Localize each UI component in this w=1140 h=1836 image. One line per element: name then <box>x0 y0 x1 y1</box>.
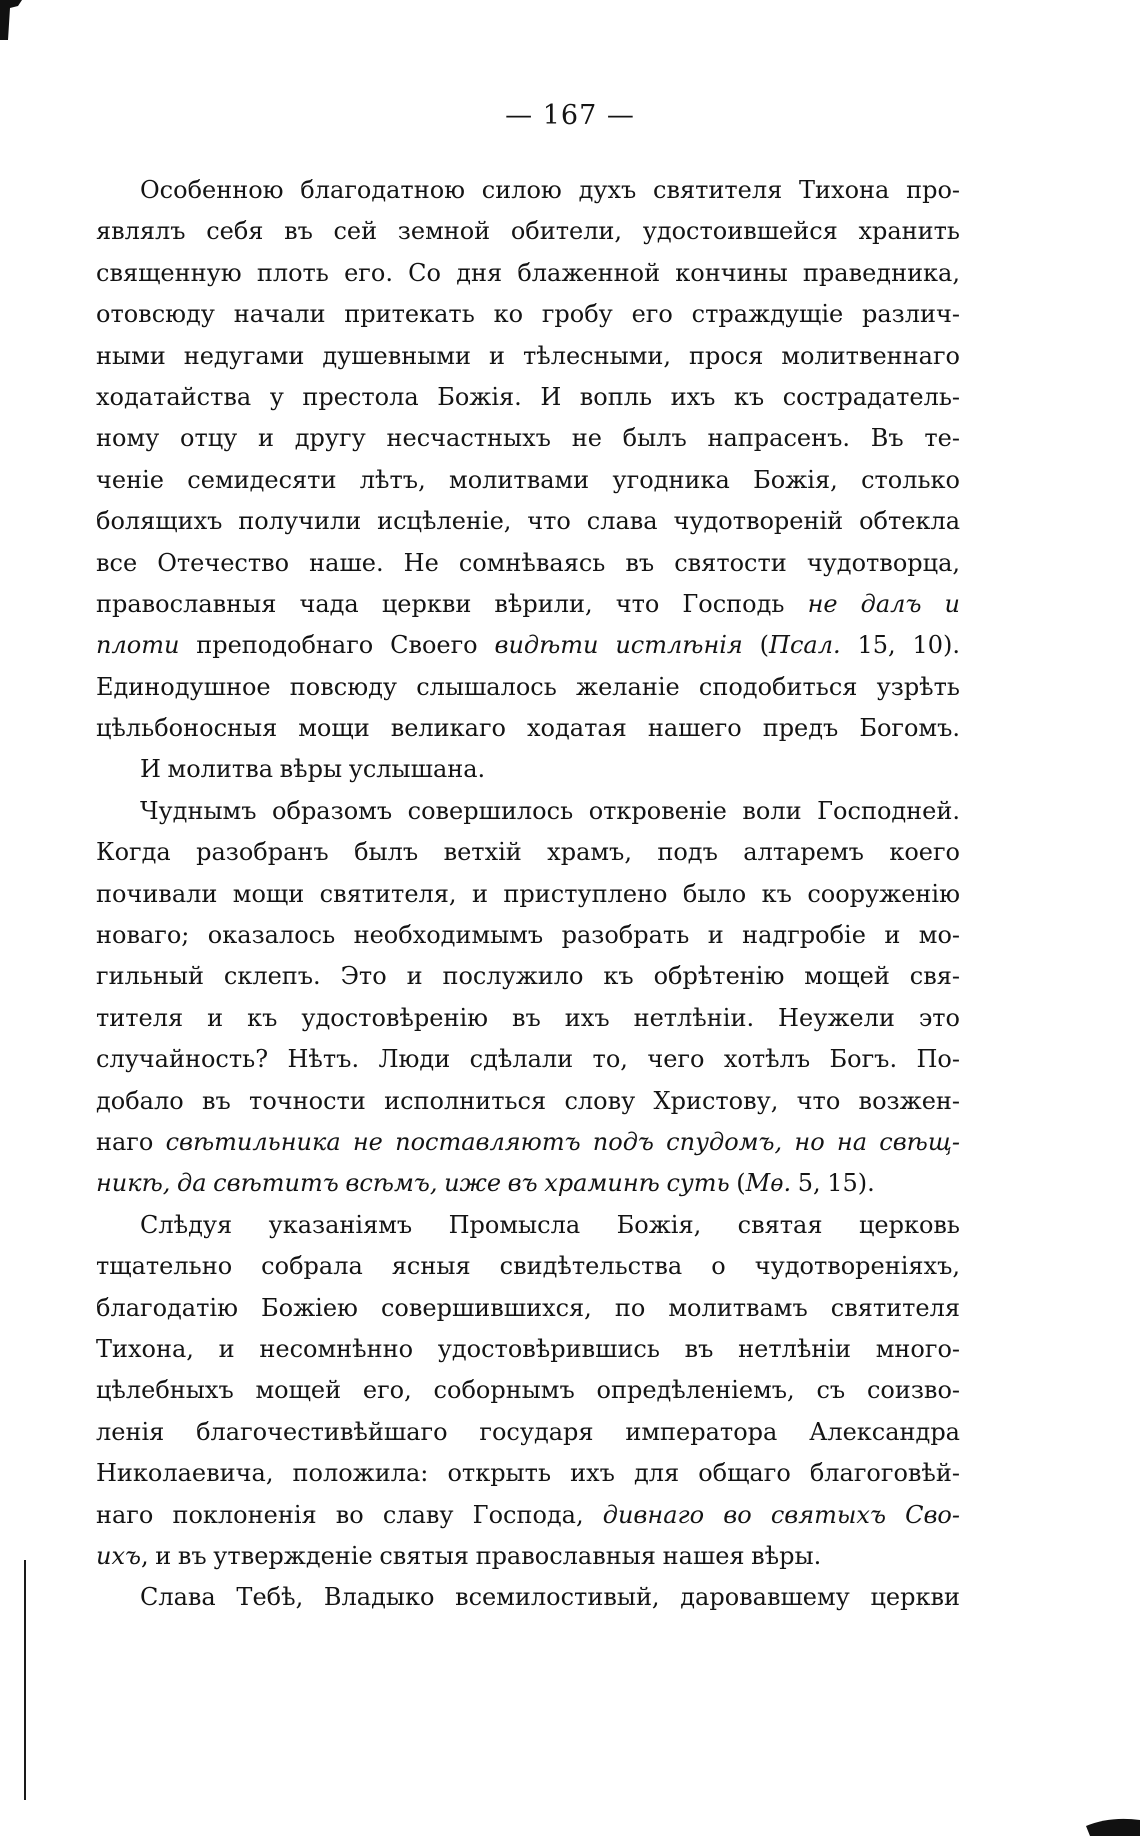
text-line <box>96 584 960 625</box>
text-line: новаго; оказалось необходимымъ разобрать и надгробіе и мо- <box>96 921 960 950</box>
text-line <box>96 1495 960 1536</box>
text-run: преподобнаго Своего <box>179 631 495 660</box>
text-line: случайность? Нѣтъ. Люди сдѣлали то, чего хотѣлъ Богъ. По- <box>96 1045 960 1074</box>
text-line: Николаевича, положила: открыть ихъ для общаго благоговѣй- <box>96 1459 960 1488</box>
text-line: Слава Тебѣ, Владыко всемилостивый, даровавшему церкви <box>140 1583 960 1612</box>
text-line: Единодушное повсюду слышалось желаніе сподобиться узрѣть <box>96 672 960 701</box>
italic-text: ихъ <box>96 1541 141 1570</box>
text-run: ( <box>729 1169 746 1198</box>
page-number: — 167 — <box>505 100 635 131</box>
text-line: священную плоть его. Со дня блаженной кончины праведника, <box>96 258 960 287</box>
text-line: ходатайства у престола Божія. И вопль ихъ къ сострадатель- <box>96 382 960 411</box>
italic-text: Псал. <box>769 631 841 660</box>
text-line: ченіе семидесяти лѣтъ, молитвами угодника Божія, столько <box>96 465 960 494</box>
scan-corner-mark <box>0 0 22 40</box>
text-run: наго <box>96 1127 166 1156</box>
text-line: все Отечество наше. Не сомнѣваясь въ святости чудотворца, <box>96 548 960 577</box>
text-line: ными недугами душевными и тѣлесными, прося молитвеннаго <box>96 341 960 370</box>
scan-bottom-smudge <box>1080 1806 1140 1836</box>
text-line: отовсюду начали притекать ко гробу его страждущіе различ- <box>96 300 960 329</box>
text-run: наго поклоненія во славу Господа, <box>96 1500 603 1529</box>
italic-text: никѣ, да свѣтитъ всѣмъ, иже въ храминѣ суть <box>96 1169 730 1198</box>
text-line: тщательно собрала ясныя свидѣтельства о чудотвореніяхъ, <box>96 1252 960 1281</box>
text-line: Когда разобранъ былъ ветхій храмъ, подъ алтаремъ коего <box>96 838 960 867</box>
text-line: тителя и къ удостовѣренію въ ихъ нетлѣніи. Неужели это <box>96 1003 960 1032</box>
italic-text: свѣтильника не поставляютъ подъ спудомъ, но на свѣщ- <box>165 1127 960 1156</box>
text-line <box>96 1536 960 1577</box>
text-line: гильный склепъ. Это и послужило къ обрѣтенію мощей свя- <box>96 962 960 991</box>
text-line: почивали мощи святителя, и приступлено было къ сооруженію <box>96 879 960 908</box>
italic-text: плоти <box>96 631 180 660</box>
text-line <box>96 1163 960 1204</box>
text-line: Чуднымъ образомъ совершилось откровеніе воли Господней. <box>140 796 960 825</box>
italic-text: не далъ и <box>807 589 961 618</box>
text-run: православныя чада церкви вѣрили, что Господь <box>96 589 808 618</box>
text-line: болящихъ получили исцѣленіе, что слава чудотвореній обтекла <box>96 507 960 536</box>
scan-edge-line <box>24 1560 26 1800</box>
text-run: , и въ утвержденіе святыя православныя нашея вѣры. <box>141 1541 822 1570</box>
text-line: ному отцу и другу несчастныхъ не былъ напрасенъ. Въ те- <box>96 424 960 453</box>
body-text <box>96 170 960 1619</box>
text-line: являлъ себя въ сей земной обители, удостоившейся хранить <box>96 217 960 246</box>
text-run: 15, 10). <box>840 631 960 660</box>
text-line: добало въ точности исполниться слову Христову, что возжен- <box>96 1086 960 1115</box>
italic-text: видѣти истлѣнія <box>494 631 743 660</box>
text-line <box>96 625 960 666</box>
italic-text: Мѳ. <box>745 1169 792 1198</box>
text-line: цѣлебныхъ мощей его, соборнымъ опредѣленіемъ, съ соизво- <box>96 1376 960 1405</box>
text-line: И молитва вѣры услышана. <box>140 755 486 784</box>
text-line: благодатію Божіею совершившихся, по молитвамъ святителя <box>96 1293 960 1322</box>
text-line: Тихона, и несомнѣнно удостовѣрившись въ нетлѣніи много- <box>96 1334 960 1363</box>
text-line: Особенною благодатною силою духъ святителя Тихона про- <box>140 176 960 204</box>
text-run: 5, 15). <box>791 1169 875 1198</box>
text-line: цѣльбоносныя мощи великаго ходатая нашего предъ Богомъ. <box>96 714 960 743</box>
text-line: Слѣдуя указаніямъ Промысла Божія, святая церковь <box>140 1210 960 1239</box>
text-line: ленія благочестивѣйшаго государя императора Александра <box>96 1417 960 1446</box>
text-run: ( <box>742 631 770 660</box>
italic-text: дивнаго во святыхъ Сво- <box>602 1500 960 1529</box>
text-line <box>96 1122 960 1163</box>
